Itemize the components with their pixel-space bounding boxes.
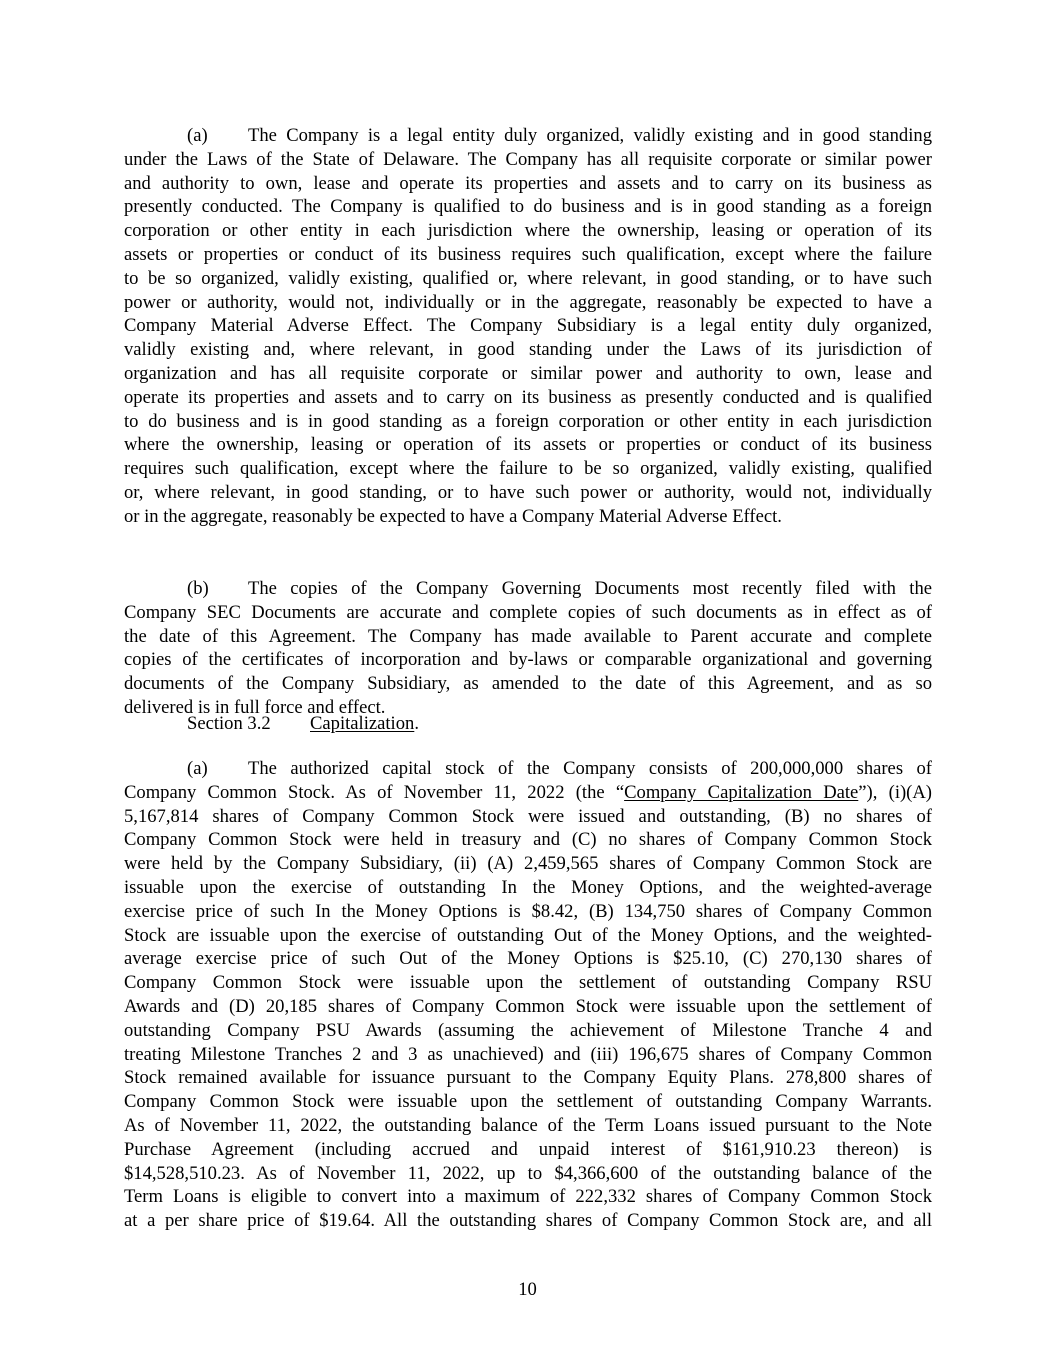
defined-term: Company Capitalization Date (624, 781, 859, 803)
text-line (124, 1019, 932, 1043)
line-text: Stock are issuable upon the exercise of outstanding Out of the Money Options, and the weighted- (124, 924, 932, 946)
section-title-punct: . (414, 713, 419, 734)
line-text: or, where relevant, in good standing, or to have such power or authority, would not, individually (124, 481, 932, 503)
text-line (124, 386, 932, 410)
text-line (124, 1114, 932, 1138)
line-text: delivered is in full force and effect. (124, 696, 386, 718)
text-line (124, 1209, 932, 1233)
line-text: treating Milestone Tranches 2 and 3 as unachieved) and (iii) 196,675 shares of Company Common (124, 1043, 932, 1065)
text-line (124, 625, 932, 649)
text-line (124, 1138, 932, 1162)
text-line (124, 124, 932, 148)
text-line (124, 481, 932, 505)
line-text: power or authority, would not, individually or in the aggregate, reasonably be expected to have a (124, 291, 932, 313)
line-text: documents of the Company Subsidiary, as amended to the date of this Agreement, and as so (124, 673, 932, 695)
line-text: and authority to own, lease and operate its properties and assets and to carry on its business as (124, 172, 932, 194)
line-text: issuable upon the exercise of outstanding In the Money Options, and the weighted-average (124, 876, 932, 898)
line-text: requires such qualification, except where the failure to be so organized, validly existing, qualified (124, 458, 932, 480)
line-text: The copies of the Company Governing Documents most recently filed with the (248, 578, 932, 599)
text-line (124, 243, 932, 267)
line-text: The Company is a legal entity duly organized, validly existing and in good standing (248, 125, 932, 146)
line-text: copies of the certificates of incorporation and by-laws or comparable organizational and governing (124, 649, 932, 671)
line-text: to do business and is in good standing as a foreign corporation or other entity in each jurisdiction (124, 410, 932, 432)
text-line (124, 1043, 932, 1067)
line-text: Company Common Stock were issuable upon the settlement of outstanding Company Warrants. (124, 1091, 932, 1113)
line-text: Company SEC Documents are accurate and complete copies of such documents as in effect as of (124, 601, 932, 623)
text-line (124, 924, 932, 948)
text-line (124, 219, 932, 243)
text-line (124, 1185, 932, 1209)
text-line (124, 1090, 932, 1114)
line-text: 5,167,814 shares of Company Common Stock were issued and outstanding, (B) no shares of (124, 805, 932, 827)
line-text: at a per share price of $19.64. All the outstanding shares of Company Common Stock are, and all (124, 1210, 932, 1232)
line-text: assets or properties or conduct of its business requires such qualification, except where the failure (124, 243, 932, 265)
paragraph-governing-documents-b (124, 577, 932, 720)
line-text: organization and has all requisite corporate or similar power and authority to own, lease and (124, 362, 932, 384)
line-text: Company Common Stock were issuable upon the settlement of outstanding Company RSU (124, 972, 932, 994)
line-text: where the ownership, leasing or operation of its assets or properties or conduct of its business (124, 434, 932, 456)
text-line (124, 148, 932, 172)
text-line (124, 362, 932, 386)
line-text: The authorized capital stock of the Company consists of 200,000,000 shares of (248, 758, 932, 779)
line-text: Purchase Agreement (including accrued and unpaid interest of $161,910.23 thereon) is (124, 1138, 932, 1160)
text-line (124, 900, 932, 924)
line-text: Company Material Adverse Effect. The Company Subsidiary is a legal entity duly organized, (124, 315, 932, 337)
text-line (124, 433, 932, 457)
line-text: Awards and (D) 20,185 shares of Company Common Stock were issuable upon the settlement of (124, 995, 932, 1017)
line-text: exercise price of such In the Money Options is $8.42, (B) 134,750 shares of Company Common (124, 900, 932, 922)
text-line (124, 947, 932, 971)
text-line (124, 410, 932, 434)
line-text: As of November 11, 2022, the outstanding balance of the Term Loans issued pursuant to the Note (124, 1114, 932, 1136)
line-text: or in the aggregate, reasonably be expected to have a Company Material Adverse Effect. (124, 505, 782, 527)
line-text: Term Loans is eligible to convert into a maximum of 222,332 shares of Company Common Stock (124, 1186, 932, 1208)
text-line (124, 1162, 932, 1186)
text-line (124, 172, 932, 196)
line-text: the date of this Agreement. The Company has made available to Parent accurate and complete (124, 625, 932, 647)
line-text: were held by the Company Subsidiary, (ii) (A) 2,459,565 shares of Company Common Stock are (124, 853, 932, 875)
section-heading (124, 712, 932, 736)
text-line (124, 291, 932, 315)
line-text: $14,528,510.23. As of November 11, 2022, up to $4,366,600 of the outstanding balance of the (124, 1162, 932, 1184)
text-line (124, 876, 932, 900)
line-text: Company Common Stock were held in treasury and (C) no shares of Company Common Stock (124, 829, 932, 851)
text-line (124, 672, 932, 696)
line-text: under the Laws of the State of Delaware. The Company has all requisite corporate or similar power (124, 148, 932, 170)
text-line (124, 757, 932, 781)
paragraph-label: (b) (187, 578, 209, 599)
paragraph-label: (a) (187, 758, 208, 779)
paragraph-organization-a (124, 124, 932, 529)
text-line (124, 505, 932, 529)
text-segment: ”), (i)(A) (858, 781, 932, 803)
section-number: Section 3.2 (187, 713, 271, 734)
text-line (124, 314, 932, 338)
text-line (124, 648, 932, 672)
section-title: Capitalization (310, 713, 415, 734)
text-line (124, 852, 932, 876)
text-line (124, 995, 932, 1019)
line-text: to be so organized, validly existing, qualified or, where relevant, in good standing, or to have such (124, 267, 932, 289)
text-segment: Company Common Stock. As of November 11, 2022 (the “ (124, 781, 625, 803)
paragraph-label: (a) (187, 125, 208, 146)
text-line (124, 577, 932, 601)
text-line (124, 195, 932, 219)
line-text: corporation or other entity in each jurisdiction where the ownership, leasing or operation of its (124, 220, 932, 242)
text-line (124, 457, 932, 481)
page-number: 10 (518, 1279, 537, 1300)
paragraph-capitalization-a (124, 757, 932, 1233)
line-text: average exercise price of such Out of the Money Options is $25.10, (C) 270,130 shares of (124, 948, 932, 970)
line-text: presently conducted. The Company is qualified to do business and is in good standing as a foreign (124, 196, 932, 218)
line-text: validly existing and, where relevant, in good standing under the Laws of its jurisdiction of (124, 339, 932, 361)
text-line (124, 1066, 932, 1090)
line-text: operate its properties and assets and to carry on its business as presently conducted and is qualified (124, 386, 932, 408)
text-line (124, 601, 932, 625)
text-line (124, 828, 932, 852)
line-text: Stock remained available for issuance pursuant to the Company Equity Plans. 278,800 shares of (124, 1067, 932, 1089)
text-line (124, 267, 932, 291)
text-line (124, 805, 932, 829)
text-line (124, 338, 932, 362)
line-text: outstanding Company PSU Awards (assuming the achievement of Milestone Tranche 4 and (124, 1019, 932, 1041)
text-line (124, 781, 932, 805)
text-line (124, 971, 932, 995)
